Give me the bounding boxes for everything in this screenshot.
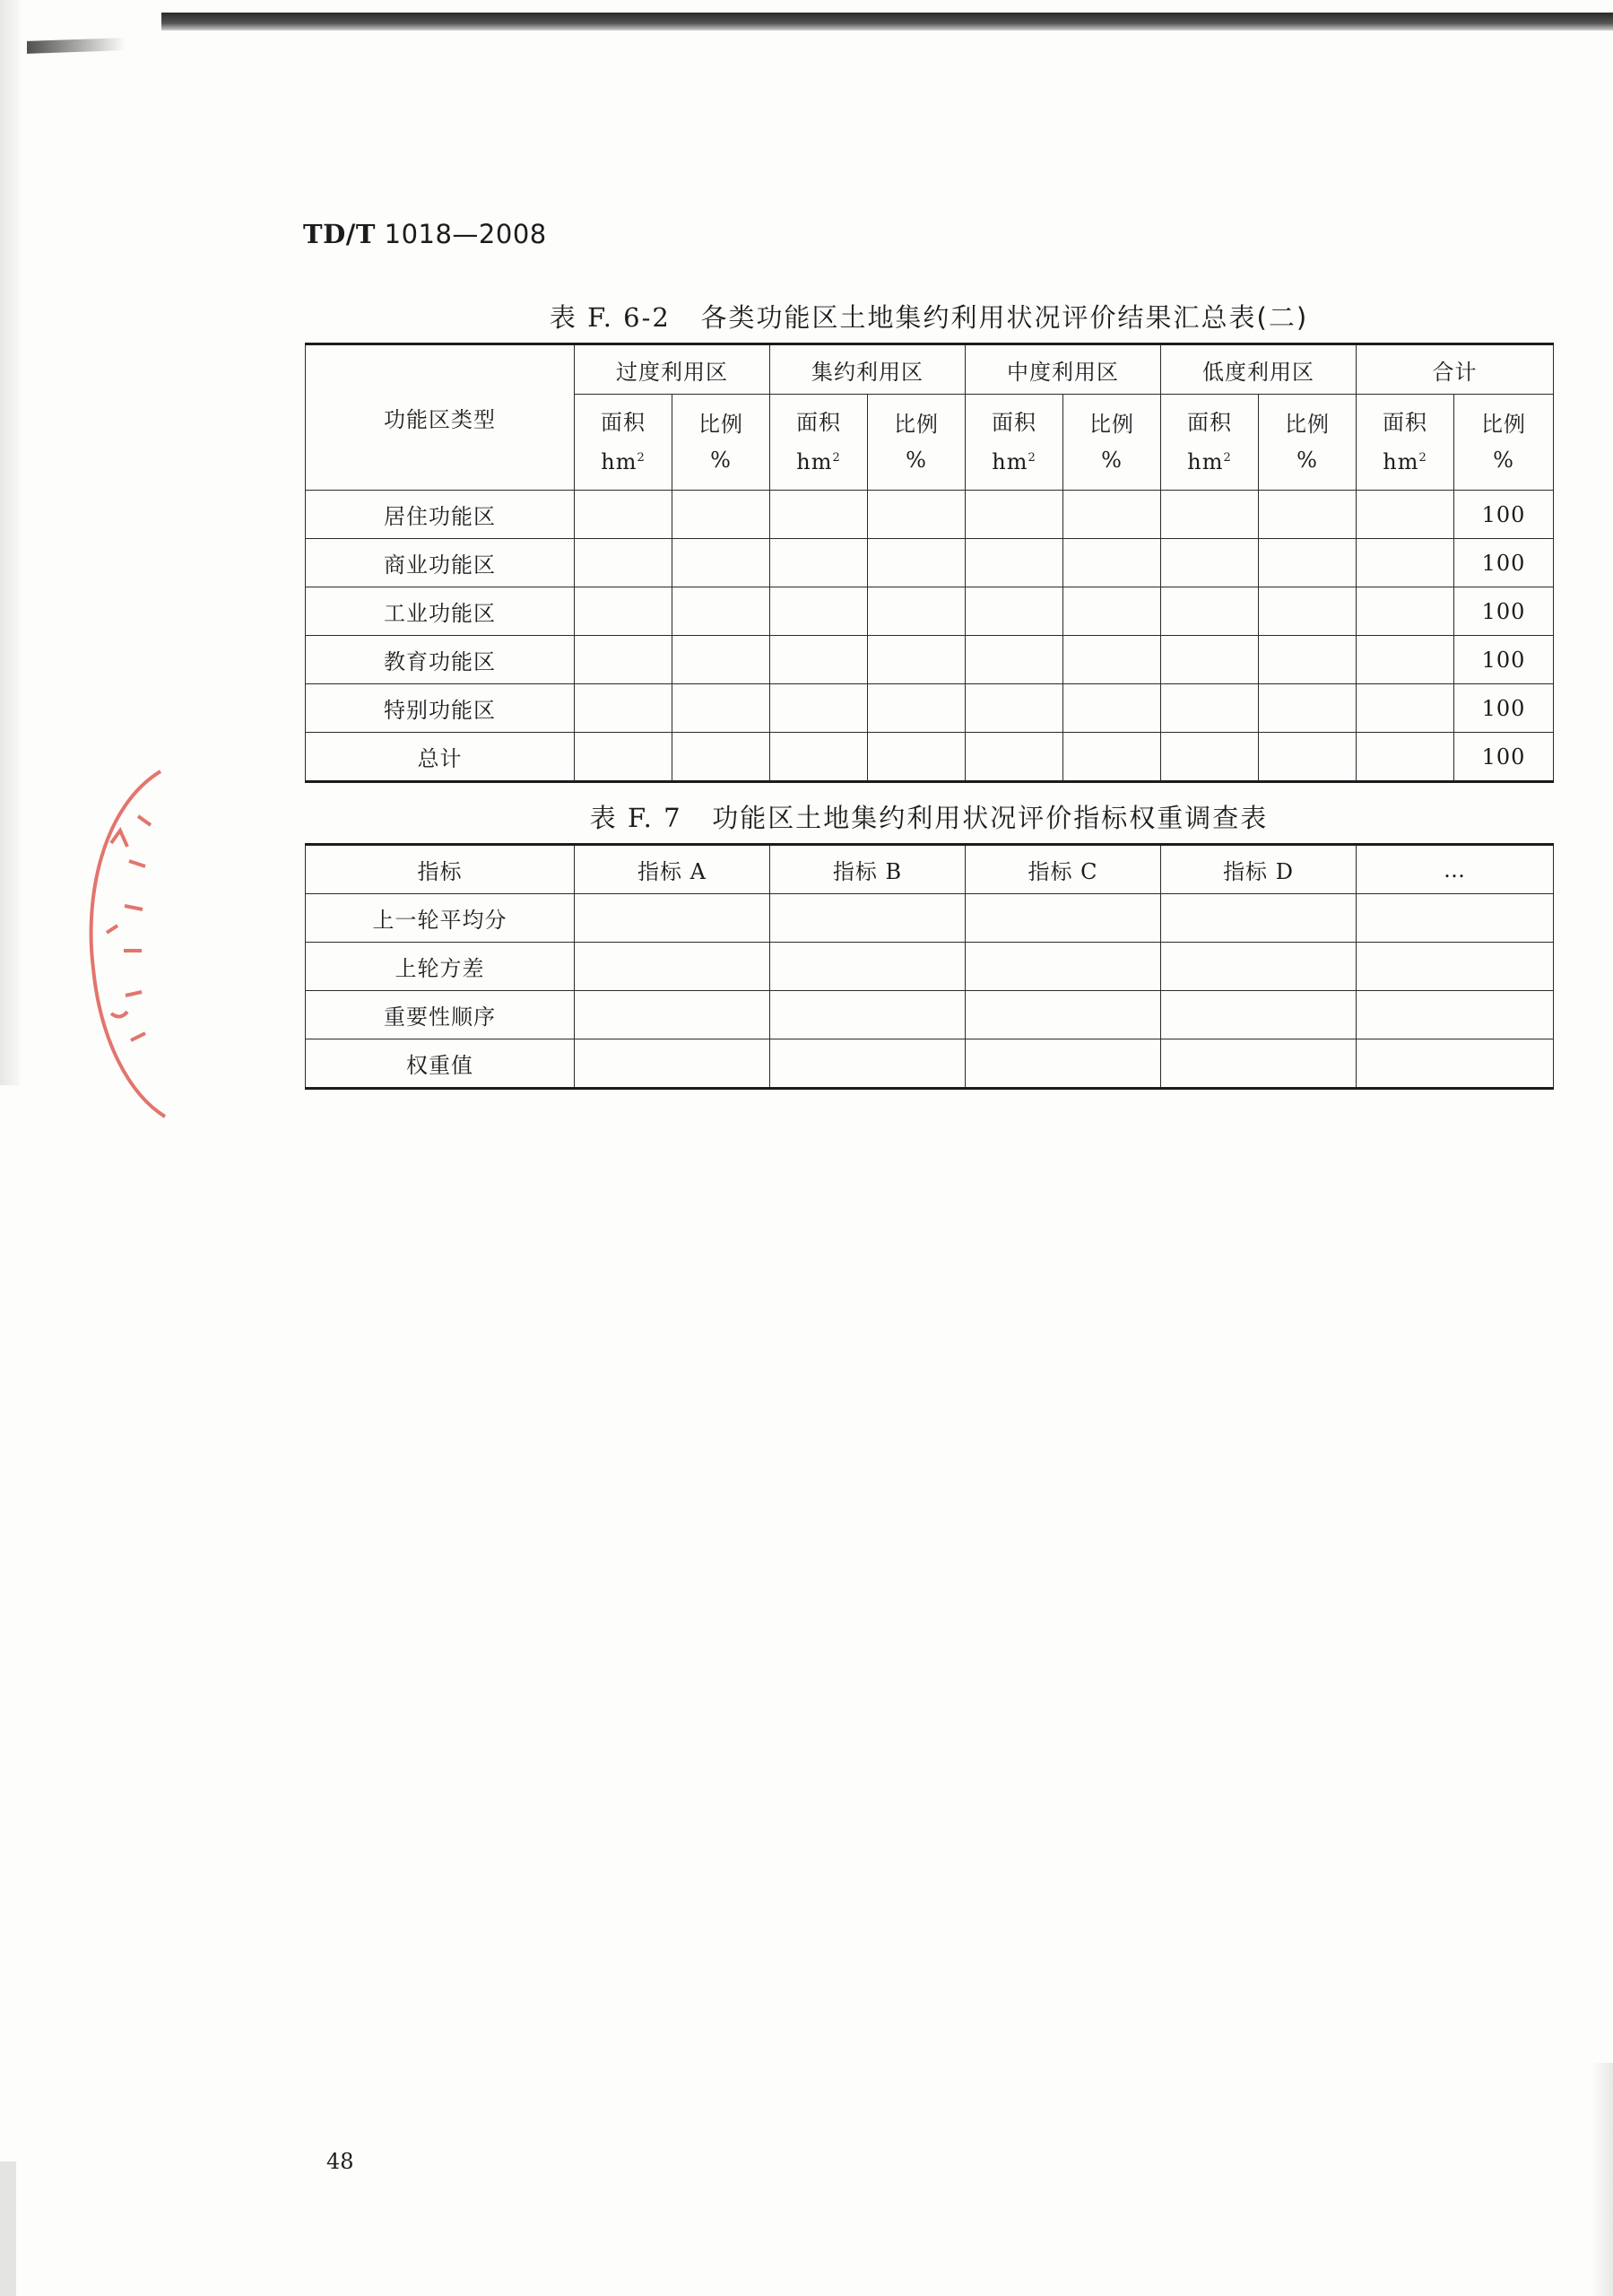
table2-empty-cell [575, 943, 770, 991]
table1-row-label: 特别功能区 [306, 684, 575, 733]
ratio-unit: % [906, 448, 927, 473]
table1-empty-cell [770, 636, 868, 684]
table1-empty-cell [1259, 491, 1357, 539]
table1-group-header: 过度利用区 [575, 344, 770, 395]
table1-empty-cell [868, 684, 966, 733]
table1-empty-cell [1357, 491, 1454, 539]
table1-ratio-header [1454, 395, 1554, 491]
table1-area-header [575, 395, 672, 491]
table2-empty-cell [1161, 943, 1357, 991]
table1-empty-cell [868, 587, 966, 636]
table2-row [306, 943, 1554, 991]
table2-empty-cell [770, 894, 966, 943]
area-unit: hm [1187, 449, 1224, 474]
table1-empty-cell [1161, 636, 1259, 684]
area-unit-sup: 2 [1223, 451, 1232, 465]
ratio-label: 比例 [1089, 412, 1134, 437]
table1-empty-cell [770, 539, 868, 587]
table2-caption-number: F. 7 [628, 803, 682, 833]
table1-empty-cell [672, 587, 770, 636]
table1-empty-cell [1259, 636, 1357, 684]
ratio-label: 比例 [698, 412, 743, 437]
table1-empty-cell [1161, 587, 1259, 636]
area-label: 面积 [796, 410, 841, 435]
table2-row [306, 1039, 1554, 1089]
table1-row-label: 工业功能区 [306, 587, 575, 636]
table2-empty-cell [966, 991, 1161, 1039]
table2-empty-cell [1357, 1039, 1554, 1089]
table1-empty-cell [1259, 539, 1357, 587]
table1-row [306, 491, 1554, 539]
table1-empty-cell [770, 733, 868, 782]
table2-header-label: 指标 [306, 845, 575, 894]
table1-row-label: 总计 [306, 733, 575, 782]
scan-edge-right [1593, 2063, 1613, 2296]
table1-empty-cell [1063, 539, 1161, 587]
table2-row [306, 894, 1554, 943]
table1-row [306, 539, 1554, 587]
table1-row-label: 商业功能区 [306, 539, 575, 587]
table2-header-row [306, 845, 1554, 894]
table2-row-label: 权重值 [306, 1039, 575, 1089]
table1-empty-cell [672, 684, 770, 733]
table2-empty-cell [966, 1039, 1161, 1089]
table1-empty-cell [1161, 733, 1259, 782]
area-unit: hm [992, 449, 1028, 474]
standard-number: 1018—2008 [384, 219, 547, 249]
table1-area-header [770, 395, 868, 491]
ratio-unit: % [710, 448, 732, 473]
table2-column-header: 指标 B [770, 845, 966, 894]
ratio-label: 比例 [1285, 412, 1330, 437]
table2-column-header: 指标 A [575, 845, 770, 894]
table1-row [306, 636, 1554, 684]
table1-ratio-header [1063, 395, 1161, 491]
table1-empty-cell [966, 539, 1063, 587]
table1-empty-cell [966, 733, 1063, 782]
table2-empty-cell [770, 1039, 966, 1089]
table1-empty-cell [672, 636, 770, 684]
table1-empty-cell [575, 491, 672, 539]
table1-empty-cell [966, 491, 1063, 539]
table1-empty-cell [1357, 733, 1454, 782]
table2-row [306, 991, 1554, 1039]
table2-column-header: … [1357, 845, 1554, 894]
table1-caption-prefix: 表 [549, 302, 577, 333]
table1-ratio-header [672, 395, 770, 491]
table1-empty-cell [1063, 587, 1161, 636]
table2-caption [305, 798, 1553, 835]
table2-empty-cell [1161, 991, 1357, 1039]
table2-column-header: 指标 D [1161, 845, 1357, 894]
table1-caption [305, 298, 1553, 335]
scan-edge-left [0, 0, 20, 1085]
table1-empty-cell [1063, 733, 1161, 782]
table1-empty-cell [1063, 684, 1161, 733]
table1-empty-cell [575, 733, 672, 782]
scan-artifact-left [27, 38, 126, 54]
table1-total-ratio-cell: 100 [1454, 684, 1554, 733]
table1-empty-cell [1161, 491, 1259, 539]
table1-ratio-header [1259, 395, 1357, 491]
table2-empty-cell [1161, 1039, 1357, 1089]
table2-caption-prefix: 表 [589, 803, 618, 833]
table1-empty-cell [1063, 636, 1161, 684]
table1-area-header [966, 395, 1063, 491]
area-unit-sup: 2 [637, 451, 646, 465]
page-number: 48 [326, 2149, 354, 2174]
table1-empty-cell [575, 587, 672, 636]
ratio-unit: % [1296, 448, 1318, 473]
area-label: 面积 [1187, 410, 1232, 435]
table1-empty-cell [770, 684, 868, 733]
table1-row [306, 733, 1554, 782]
area-unit: hm [1383, 449, 1419, 474]
table1-row-label: 居住功能区 [306, 491, 575, 539]
table1-empty-cell [672, 733, 770, 782]
table1-empty-cell [868, 539, 966, 587]
table2-caption-title: 功能区土地集约利用状况评价指标权重调查表 [712, 803, 1269, 833]
area-label: 面积 [1383, 410, 1427, 435]
table1-header-row-1 [306, 344, 1554, 395]
table2-empty-cell [1161, 894, 1357, 943]
table1-empty-cell [1259, 733, 1357, 782]
table1-row-header: 功能区类型 [306, 344, 575, 491]
table1-total-ratio-cell: 100 [1454, 539, 1554, 587]
table2-empty-cell [770, 991, 966, 1039]
table1-empty-cell [672, 539, 770, 587]
table1-empty-cell [868, 491, 966, 539]
table2-row-label: 重要性顺序 [306, 991, 575, 1039]
table1-empty-cell [575, 539, 672, 587]
area-unit: hm [796, 449, 833, 474]
red-seal-stamp [75, 753, 174, 1130]
table1-total-ratio-cell: 100 [1454, 587, 1554, 636]
area-label: 面积 [992, 410, 1036, 435]
standard-code [303, 219, 547, 249]
table1-area-header [1161, 395, 1259, 491]
ratio-label: 比例 [894, 412, 939, 437]
table2-empty-cell [575, 894, 770, 943]
table1-empty-cell [1259, 684, 1357, 733]
table2-empty-cell [966, 943, 1161, 991]
scan-artifact-top [161, 13, 1613, 30]
table1-empty-cell [966, 636, 1063, 684]
table2-empty-cell [1357, 894, 1554, 943]
area-unit-sup: 2 [832, 451, 841, 465]
standard-prefix: TD/T [303, 219, 376, 249]
table1-empty-cell [966, 684, 1063, 733]
table1-empty-cell [1063, 491, 1161, 539]
table1-area-header [1357, 395, 1454, 491]
table1-empty-cell [1259, 587, 1357, 636]
table1-row [306, 587, 1554, 636]
table2-empty-cell [770, 943, 966, 991]
table1-caption-title: 各类功能区土地集约利用状况评价结果汇总表(二) [700, 302, 1309, 333]
table2-row-label: 上一轮平均分 [306, 894, 575, 943]
table1-group-header: 中度利用区 [966, 344, 1161, 395]
area-unit: hm [601, 449, 637, 474]
area-unit-sup: 2 [1028, 451, 1036, 465]
area-label: 面积 [601, 410, 646, 435]
ratio-label: 比例 [1481, 412, 1526, 437]
ratio-unit: % [1493, 448, 1514, 473]
table2-empty-cell [1357, 943, 1554, 991]
table1-group-header: 集约利用区 [770, 344, 966, 395]
table1-group-header: 合计 [1357, 344, 1554, 395]
table2-empty-cell [1357, 991, 1554, 1039]
table1-empty-cell [1357, 684, 1454, 733]
table1-row-label: 教育功能区 [306, 636, 575, 684]
table1-empty-cell [1161, 539, 1259, 587]
table1-caption-number: F. 6-2 [587, 302, 671, 333]
table2-row-label: 上轮方差 [306, 943, 575, 991]
table1-total-ratio-cell: 100 [1454, 733, 1554, 782]
table2-empty-cell [575, 991, 770, 1039]
table1-empty-cell [575, 636, 672, 684]
table1-empty-cell [966, 587, 1063, 636]
ratio-unit: % [1101, 448, 1123, 473]
table2-column-header: 指标 C [966, 845, 1161, 894]
table2-empty-cell [575, 1039, 770, 1089]
table1-empty-cell [868, 733, 966, 782]
table2-empty-cell [966, 894, 1161, 943]
table1-total-ratio-cell: 100 [1454, 491, 1554, 539]
table-indicator-weight-survey [305, 843, 1554, 1090]
table1-empty-cell [868, 636, 966, 684]
table1-empty-cell [1357, 539, 1454, 587]
table1-row [306, 684, 1554, 733]
table1-total-ratio-cell: 100 [1454, 636, 1554, 684]
table1-empty-cell [770, 491, 868, 539]
table1-empty-cell [1357, 587, 1454, 636]
table1-empty-cell [770, 587, 868, 636]
table-functional-zone-summary [305, 343, 1554, 783]
table1-empty-cell [1161, 684, 1259, 733]
scan-edge-left-bottom [0, 2161, 16, 2296]
table1-empty-cell [1357, 636, 1454, 684]
table1-ratio-header [868, 395, 966, 491]
table1-group-header: 低度利用区 [1161, 344, 1357, 395]
area-unit-sup: 2 [1418, 451, 1427, 465]
table1-empty-cell [672, 491, 770, 539]
table1-empty-cell [575, 684, 672, 733]
